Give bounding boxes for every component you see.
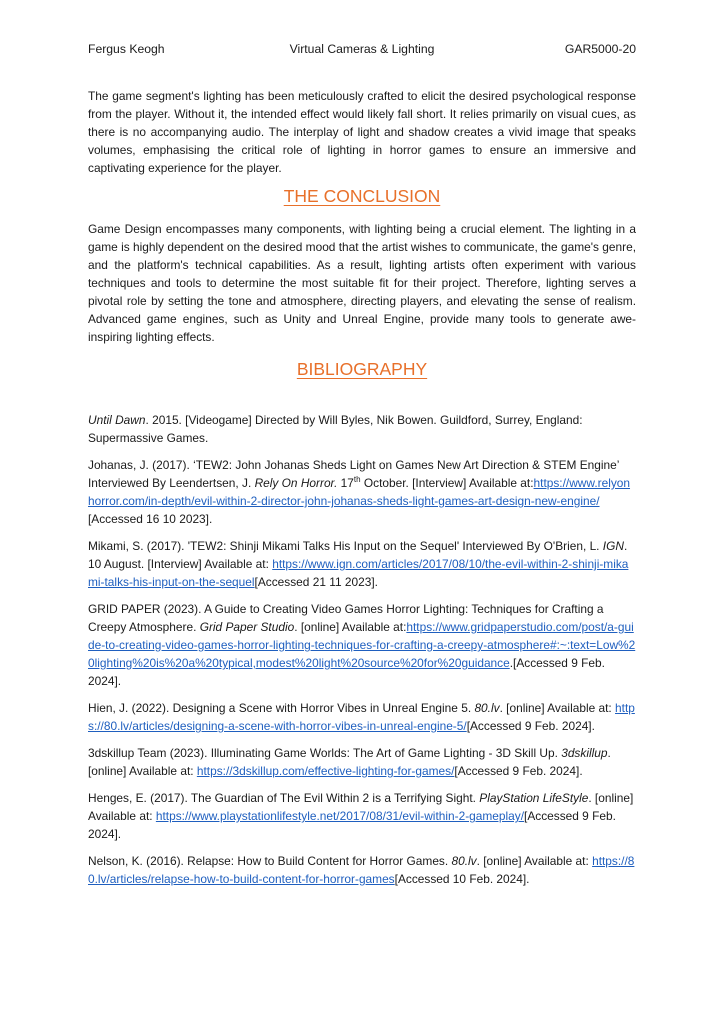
- reference-link[interactable]: https://www.ign.com/articles/2017/08/10/the-evil-within-2-shinji-mikami-talks-his-input-on-the-sequel: [88, 557, 629, 589]
- reference-source: 80.lv: [474, 701, 500, 715]
- reference-item: Johanas, J. (2017). ‘TEW2: John Johanas Sheds Light on Games New Art Direction & STEM Engine’ Interviewed By Leendertsen, J. Rely On Horror. 17th October. [Interview] Available at:https://www.relyonhorror.com/in-depth/evil-within-2-director-john-johanas-sheds-light-games-art-design-new-engine/[Accessed 16 10 2023].: [88, 458, 631, 526]
- intro-paragraph: The game segment's lighting has been meticulously crafted to elicit the desired psychological response from the player. Without it, the intended effect would likely fall short. It relies primarily on visual cues, as there is no accompanying audio. The interplay of light and shadow creates a vivid image that speaks volumes, emphasising the critical role of lighting in horror games to ensure an immersive and captivating experience for the player.: [88, 89, 636, 175]
- reference-source: IGN: [602, 539, 624, 553]
- reference-item: Mikami, S. (2017). 'TEW2: Shinji Mikami Talks His Input on the Sequel' Interviewed By O'Brien, L. IGN. 10 August. [Interview] Available at: https://www.ign.com/articles/2017/08/10/the-evil-within-2-shinji-mikami-talks-his-input-on-the-sequel[Accessed 21 11 2023].: [88, 539, 629, 589]
- conclusion-paragraph: Game Design encompasses many components, with lighting being a crucial element. The lighting in a game is highly dependent on the desired mood that the artist wishes to communicate, the game's genre, and the platform's technical capabilities. As a result, lighting artists often experiment with various techniques and tools to determine the most suitable fit for their project. Therefore, lighting serves a pivotal role by setting the tone and atmosphere, directing players, and elevating the sense of realism. Advanced game engines, such as Unity and Unreal Engine, provide many tools to generate awe-inspiring lighting effects.: [88, 222, 636, 344]
- reference-item: GRID PAPER (2023). A Guide to Creating Video Games Horror Lighting: Techniques for Crafting a Creepy Atmosphere. Grid Paper Studio. [online] Available at:https://www.gridpaperstudio.com/post/a-guide-to-creating-video-games-horror-lighting-techniques-for-crafting-a-creepy-atmosphere#:~:text=Low%20lighting%20is%20a%20typical,modest%20light%20source%20for%20guidance.[Accessed 9 Feb. 2024].: [88, 602, 636, 688]
- reference-link[interactable]: https://www.gridpaperstudio.com/post/a-guide-to-creating-video-games-horror-lighting-techniques-for-crafting-a-creepy-atmosphere#:~:text=Low%20lighting%20is%20a%20typical,modest%20light%20source%20for%20guidance: [88, 620, 636, 670]
- reference-source: 80.lv: [451, 854, 477, 868]
- reference-link[interactable]: https://80.lv/articles/relapse-how-to-build-content-for-horror-games: [88, 854, 635, 886]
- reference-source: Grid Paper Studio: [199, 620, 295, 634]
- reference-link[interactable]: https://80.lv/articles/designing-a-scene-with-horror-vibes-in-unreal-engine-5/: [88, 701, 635, 733]
- reference-link[interactable]: https://www.relyonhorror.com/in-depth/evil-within-2-director-john-johanas-sheds-light-games-art-design-new-engine/: [88, 476, 631, 508]
- header-author: Fergus Keogh: [88, 42, 165, 56]
- reference-link[interactable]: https://3dskillup.com/effective-lighting-for-games/: [196, 764, 455, 778]
- reference-source: 3dskillup: [561, 746, 608, 760]
- reference-item: Henges, E. (2017). The Guardian of The Evil Within 2 is a Terrifying Sight. PlayStation LifeStyle. [online] Available at: https://www.playstationlifestyle.net/2017/08/31/evil-within-2-gameplay/[Accessed 9 Feb. 2024].: [88, 791, 634, 841]
- bibliography-heading: BIBLIOGRAPHY: [296, 359, 428, 379]
- reference-item: Nelson, K. (2016). Relapse: How to Build Content for Horror Games. 80.lv. [online] Available at: https://80.lv/articles/relapse-how-to-build-content-for-horror-games[Accessed 10 Feb. 2024].: [88, 854, 635, 886]
- reference-item: Hien, J. (2022). Designing a Scene with Horror Vibes in Unreal Engine 5. 80.lv. [online] Available at: https://80.lv/articles/designing-a-scene-with-horror-vibes-in-unreal-engine-5/[Accessed 9 Feb. 2024].: [88, 701, 635, 733]
- reference-item: 3dskillup Team (2023). Illuminating Game Worlds: The Art of Game Lighting - 3D Skill Up. 3dskillup. [online] Available at: https://3dskillup.com/effective-lighting-for-games/[Accessed 9 Feb. 2024].: [88, 746, 611, 778]
- bibliography-list: [88, 411, 636, 897]
- reference-source: Rely On Horror.: [254, 476, 338, 490]
- header-title: Virtual Cameras & Lighting: [289, 42, 435, 56]
- conclusion-heading: THE CONCLUSION: [283, 186, 441, 206]
- reference-source: PlayStation LifeStyle: [479, 791, 589, 805]
- header-code: GAR5000-20: [564, 42, 636, 56]
- reference-title: Until Dawn: [88, 413, 146, 427]
- reference-item: Until Dawn. 2015. [Videogame] Directed by Will Byles, Nik Bowen. Guildford, Surrey, England: Supermassive Games.: [88, 413, 583, 445]
- reference-link[interactable]: https://www.playstationlifestyle.net/2017/08/31/evil-within-2-gameplay/: [155, 809, 525, 823]
- page-header: [88, 42, 636, 60]
